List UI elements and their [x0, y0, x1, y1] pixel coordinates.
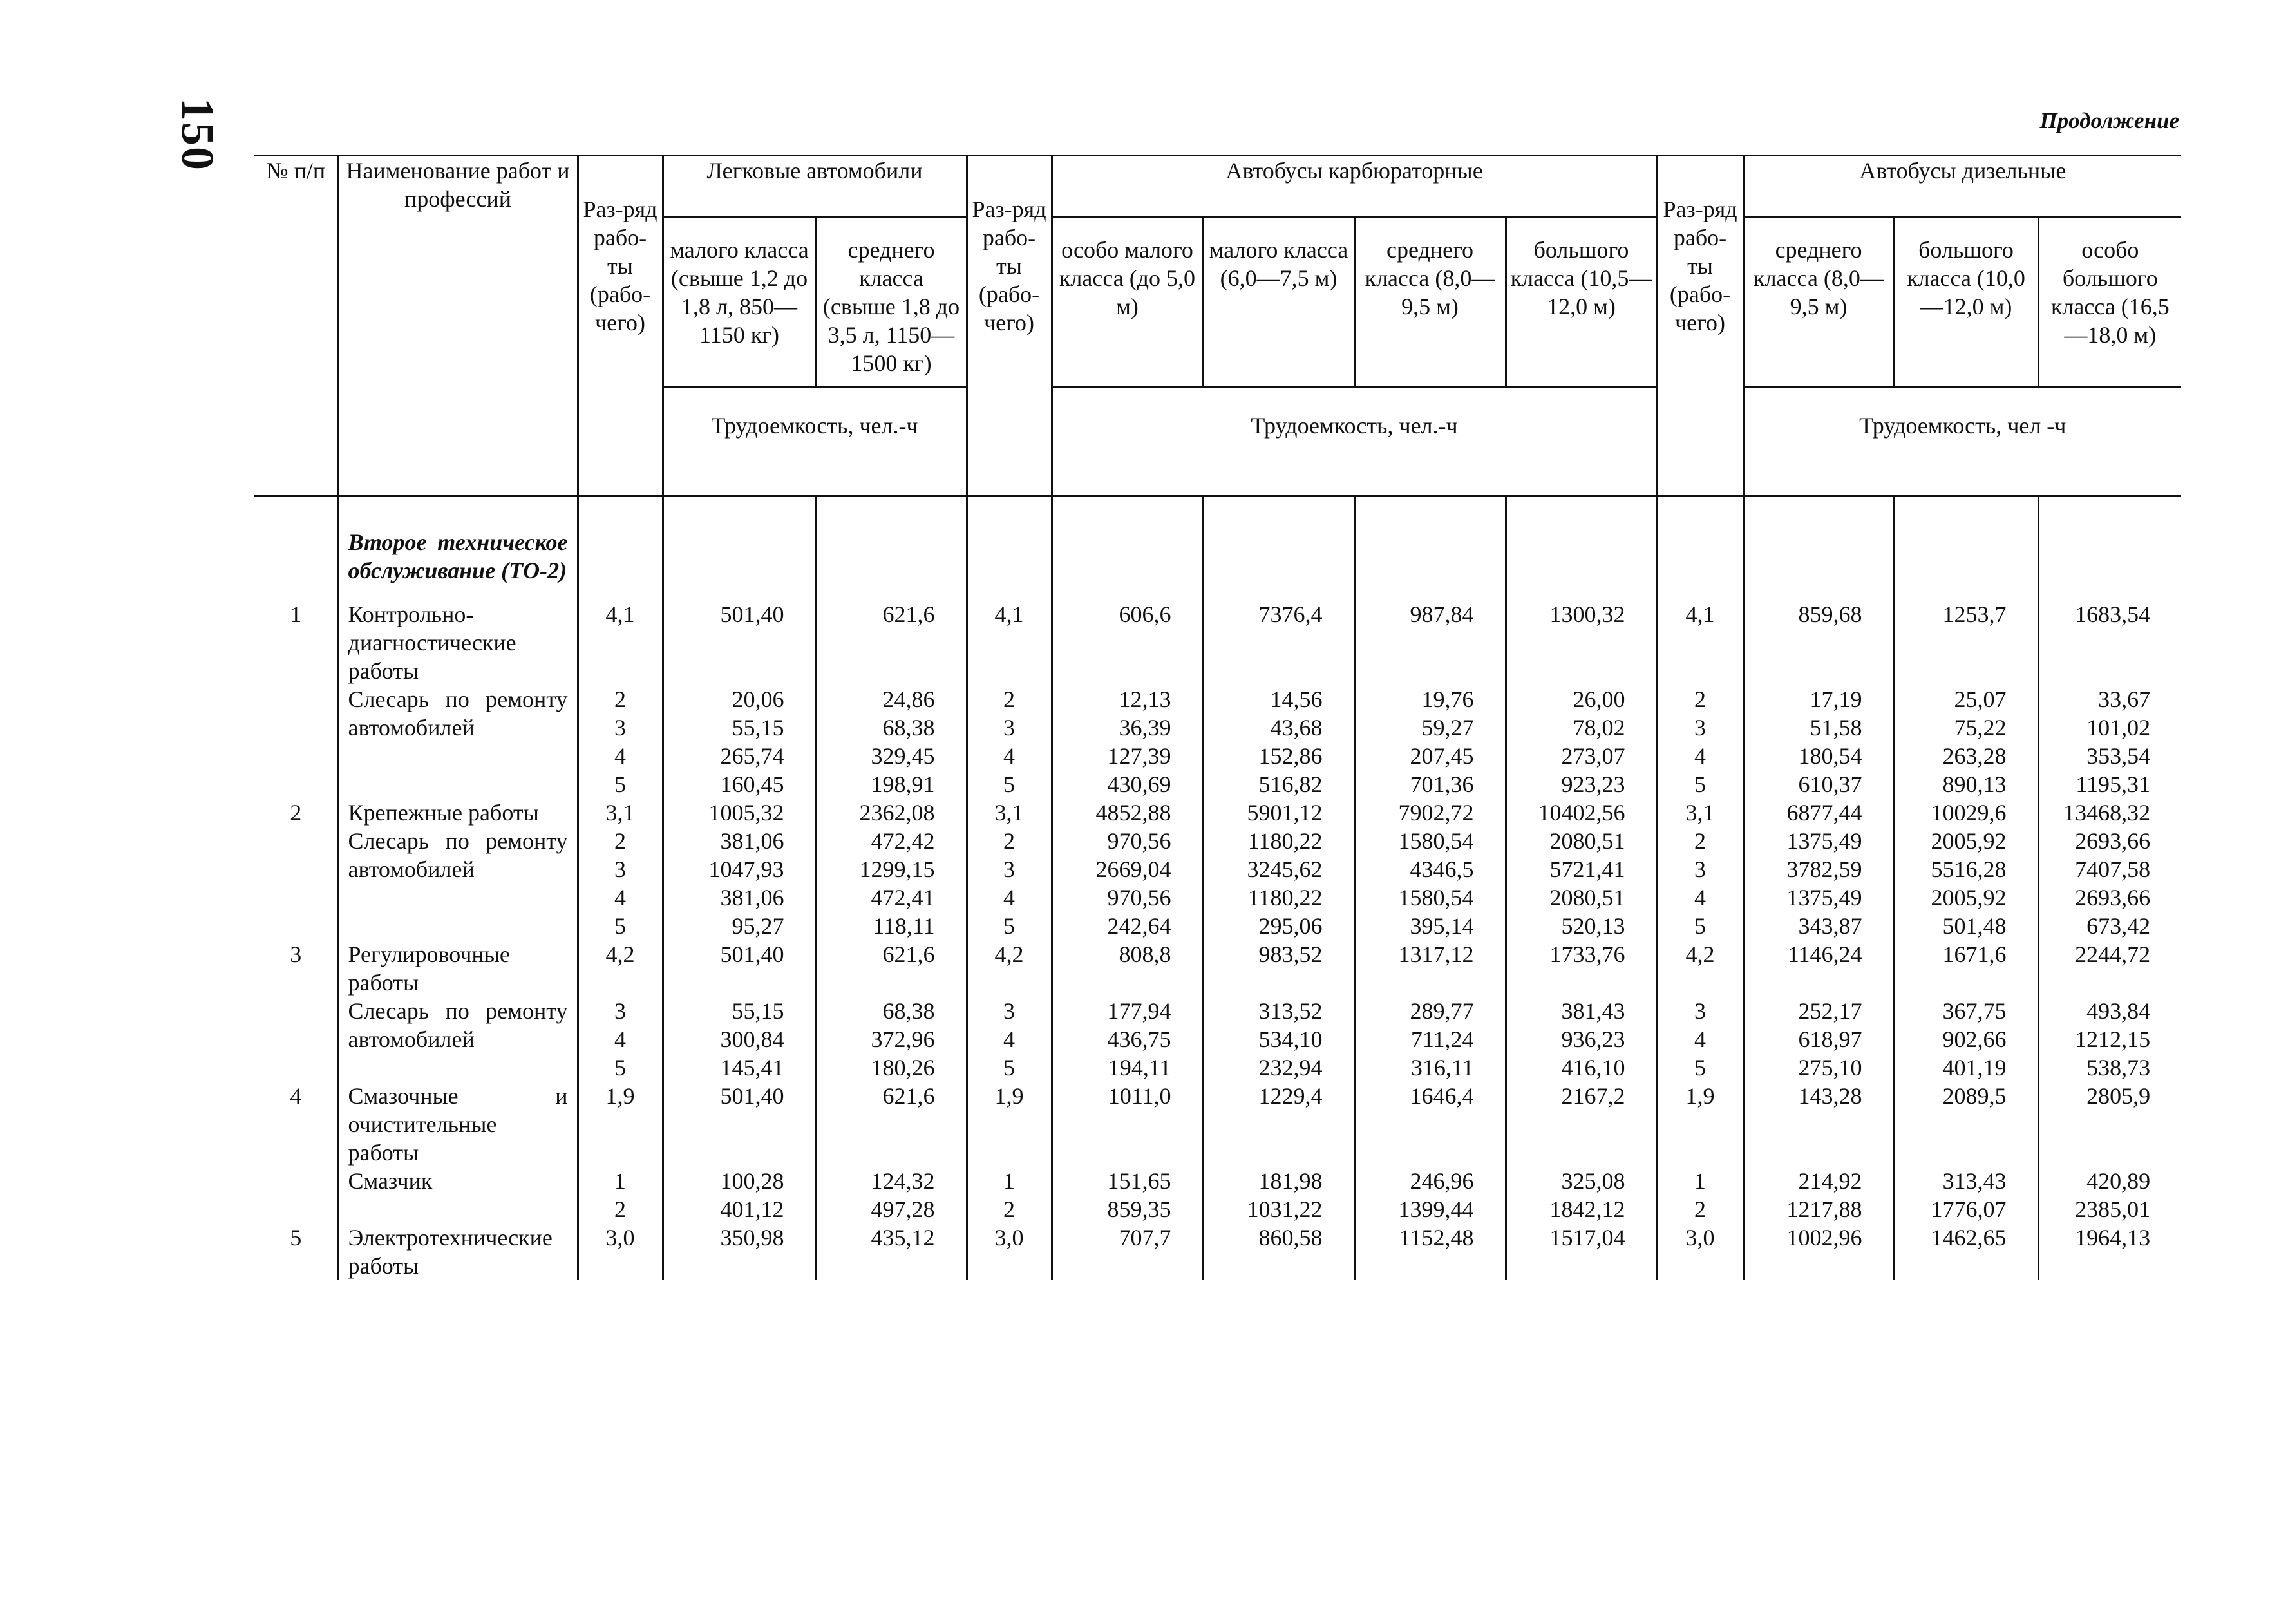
bd-large-value: 2005,92 5516,28 2005,92 501,48	[1894, 827, 2038, 940]
bc-small-value: 983,52	[1203, 940, 1354, 997]
rank-2: 1 2	[967, 1167, 1052, 1223]
header-rank-2: Раз-ряд рабо-ты (рабо-чего)	[967, 156, 1052, 496]
bc-xsmall-value: 12,13 36,39 127,39 430,69	[1052, 685, 1203, 798]
cars-medium-value: 621,6	[816, 600, 967, 685]
bd-large-value: 1462,65	[1894, 1223, 2038, 1280]
bd-large-value: 367,75 902,66 401,19	[1894, 997, 2038, 1082]
row-num: 3	[290, 941, 302, 967]
bc-large-value: 10402,56	[1506, 798, 1657, 827]
header-rank-3: Раз-ряд рабо-ты (рабо-чего)	[1657, 156, 1743, 496]
rank-3: 3,0	[1657, 1223, 1743, 1280]
bc-xsmall-value: 808,8	[1052, 940, 1203, 997]
rank-1: 1 2	[578, 1167, 663, 1223]
header-bus-carb: Автобусы карбюраторные	[1052, 156, 1657, 217]
header-bus-diesel: Автобусы дизельные	[1743, 156, 2181, 217]
row-num: 2	[290, 800, 302, 826]
bc-large-value: 325,08 1842,12	[1506, 1167, 1657, 1223]
header-rank-1: Раз-ряд рабо-ты (рабо-чего)	[578, 156, 663, 496]
row-num	[254, 685, 338, 798]
table-row	[254, 827, 2181, 940]
table-row	[254, 1167, 2181, 1223]
bc-small-value: 860,58	[1203, 1223, 1354, 1280]
row-num	[254, 1167, 338, 1223]
bc-small-value: 7376,4	[1203, 600, 1354, 685]
bd-xlarge-value: 2693,66 7407,58 2693,66 673,42	[2038, 827, 2181, 940]
header-num: № п/п	[254, 156, 338, 496]
bc-large-value: 1517,04	[1506, 1223, 1657, 1280]
row-name: Слесарь по ремонту автомобилей	[338, 685, 578, 798]
cars-small-value: 1005,32	[663, 798, 816, 827]
bc-small-value: 14,56 43,68 152,86 516,82	[1203, 685, 1354, 798]
bc-medium-value: 1646,4	[1354, 1082, 1506, 1167]
rank-1: 4,2	[578, 940, 663, 997]
rank-3: 3 4 5	[1657, 997, 1743, 1082]
bc-medium-value: 289,77 711,24 316,11	[1354, 997, 1506, 1082]
bd-large-value: 1253,7	[1894, 600, 2038, 685]
rank-2: 2 3 4 5	[967, 685, 1052, 798]
cars-medium-value: 472,42 1299,15 472,41 118,11	[816, 827, 967, 940]
header-cars-small: малого класса (свыше 1,2 до 1,8 л, 850—1150 кг)	[663, 217, 816, 388]
row-name: Слесарь по ремонту автомобилей	[338, 997, 578, 1082]
cars-medium-value: 621,6	[816, 940, 967, 997]
rank-1: 3,0	[578, 1223, 663, 1280]
bc-medium-value: 1317,12	[1354, 940, 1506, 997]
bc-large-value: 1300,32	[1506, 600, 1657, 685]
header-bc-xsmall: особо малого класса (до 5,0 м)	[1052, 217, 1203, 388]
bd-medium-value: 1002,96	[1743, 1223, 1894, 1280]
bd-xlarge-value: 1964,13	[2038, 1223, 2181, 1280]
bd-medium-value: 214,92 1217,88	[1743, 1167, 1894, 1223]
bd-medium-value: 1375,49 3782,59 1375,49 343,87	[1743, 827, 1894, 940]
cars-medium-value: 621,6	[816, 1082, 967, 1167]
bc-large-value: 381,43 936,23 416,10	[1506, 997, 1657, 1082]
row-num: 5	[290, 1225, 302, 1251]
header-bd-large: большого класса (10,0—12,0 м)	[1894, 217, 2038, 388]
bd-xlarge-value: 420,89 2385,01	[2038, 1167, 2181, 1223]
row-name: Крепежные работы	[338, 798, 578, 827]
rank-3: 2 3 4 5	[1657, 827, 1743, 940]
bd-xlarge-value: 493,84 1212,15 538,73	[2038, 997, 2181, 1082]
bc-medium-value: 1580,54 4346,5 1580,54 395,14	[1354, 827, 1506, 940]
rank-3: 1,9	[1657, 1082, 1743, 1167]
bc-xsmall-value: 177,94 436,75 194,11	[1052, 997, 1203, 1082]
header-cars-labor: Трудоемкость, чел.-ч	[663, 388, 967, 496]
cars-small-value: 55,15 300,84 145,41	[663, 997, 816, 1082]
bc-small-value: 5901,12	[1203, 798, 1354, 827]
bd-large-value: 25,07 75,22 263,28 890,13	[1894, 685, 2038, 798]
table-row	[254, 600, 2181, 685]
rank-1: 3,1	[578, 798, 663, 827]
rank-3: 2 3 4 5	[1657, 685, 1743, 798]
bc-small-value: 181,98 1031,22	[1203, 1167, 1354, 1223]
bc-medium-value: 246,96 1399,44	[1354, 1167, 1506, 1223]
header-bd-xlarge: особо большого класса (16,5—18,0 м)	[2038, 217, 2181, 388]
bd-large-value: 1671,6	[1894, 940, 2038, 997]
row-num: 4	[290, 1083, 302, 1109]
rank-2: 2 3 4 5	[967, 827, 1052, 940]
bc-small-value: 1229,4	[1203, 1082, 1354, 1167]
header-bd-medium: среднего класса (8,0—9,5 м)	[1743, 217, 1894, 388]
table-row	[254, 997, 2181, 1082]
cars-small-value: 501,40	[663, 940, 816, 997]
bc-large-value: 2080,51 5721,41 2080,51 520,13	[1506, 827, 1657, 940]
bd-large-value: 10029,6	[1894, 798, 2038, 827]
bd-medium-value: 859,68	[1743, 600, 1894, 685]
bd-xlarge-value: 2244,72	[2038, 940, 2181, 997]
bc-small-value: 1180,22 3245,62 1180,22 295,06	[1203, 827, 1354, 940]
bd-large-value: 313,43 1776,07	[1894, 1167, 2038, 1223]
bd-medium-value: 17,19 51,58 180,54 610,37	[1743, 685, 1894, 798]
row-num: 1	[290, 601, 302, 627]
rank-3: 4,1	[1657, 600, 1743, 685]
cars-medium-value: 68,38 372,96 180,26	[816, 997, 967, 1082]
page-number: 150	[172, 98, 223, 171]
bc-medium-value: 7902,72	[1354, 798, 1506, 827]
row-num	[254, 997, 338, 1082]
labor-table	[254, 155, 2181, 1280]
bc-xsmall-value: 707,7	[1052, 1223, 1203, 1280]
bc-xsmall-value: 606,6	[1052, 600, 1203, 685]
row-num	[254, 827, 338, 940]
header-bc-large: большого класса (10,5—12,0 м)	[1506, 217, 1657, 388]
bc-xsmall-value: 970,56 2669,04 970,56 242,64	[1052, 827, 1203, 940]
rank-1: 2 3 4 5	[578, 685, 663, 798]
bc-large-value: 1733,76	[1506, 940, 1657, 997]
bc-small-value: 313,52 534,10 232,94	[1203, 997, 1354, 1082]
rank-3: 4,2	[1657, 940, 1743, 997]
cars-medium-value: 124,32 497,28	[816, 1167, 967, 1223]
cars-small-value: 501,40	[663, 1082, 816, 1167]
cars-medium-value: 435,12	[816, 1223, 967, 1280]
table-body	[254, 496, 2181, 1281]
header-cars: Легковые автомобили	[663, 156, 967, 217]
continuation-label: Продолжение	[2039, 108, 2179, 133]
cars-medium-value: 24,86 68,38 329,45 198,91	[816, 685, 967, 798]
cars-small-value: 350,98	[663, 1223, 816, 1280]
bc-medium-value: 987,84	[1354, 600, 1506, 685]
rank-1: 1,9	[578, 1082, 663, 1167]
rank-2: 4,1	[967, 600, 1052, 685]
cars-small-value: 100,28 401,12	[663, 1167, 816, 1223]
header-bc-small: малого класса (6,0—7,5 м)	[1203, 217, 1354, 388]
bd-xlarge-value: 2805,9	[2038, 1082, 2181, 1167]
rank-2: 4,2	[967, 940, 1052, 997]
table-row	[254, 685, 2181, 798]
row-name: Контрольно-диагностические работы	[338, 600, 578, 685]
rank-3: 1 2	[1657, 1167, 1743, 1223]
bd-medium-value: 1146,24	[1743, 940, 1894, 997]
bc-medium-value: 19,76 59,27 207,45 701,36	[1354, 685, 1506, 798]
bd-medium-value: 143,28	[1743, 1082, 1894, 1167]
bd-medium-value: 252,17 618,97 275,10	[1743, 997, 1894, 1082]
rank-3: 3,1	[1657, 798, 1743, 827]
section-title: Второе техническое обслуживание (ТО-2)	[338, 528, 578, 600]
cars-medium-value: 2362,08	[816, 798, 967, 827]
row-name: Смазочные и очистительные работы	[338, 1082, 578, 1167]
row-name: Электротехнические работы	[338, 1223, 578, 1280]
table-row	[254, 1082, 2181, 1167]
rank-1: 4,1	[578, 600, 663, 685]
header-bd-labor: Трудоемкость, чел -ч	[1743, 388, 2181, 496]
rank-2: 3 4 5	[967, 997, 1052, 1082]
bd-xlarge-value: 1683,54	[2038, 600, 2181, 685]
row-name: Слесарь по ремонту автомобилей	[338, 827, 578, 940]
cars-small-value: 20,06 55,15 265,74 160,45	[663, 685, 816, 798]
rank-2: 1,9	[967, 1082, 1052, 1167]
rank-2: 3,0	[967, 1223, 1052, 1280]
table-row	[254, 798, 2181, 827]
row-name: Смазчик	[338, 1167, 578, 1223]
bd-xlarge-value: 13468,32	[2038, 798, 2181, 827]
rank-2: 3,1	[967, 798, 1052, 827]
table-row	[254, 1223, 2181, 1280]
rank-1: 3 4 5	[578, 997, 663, 1082]
bc-large-value: 26,00 78,02 273,07 923,23	[1506, 685, 1657, 798]
table-row	[254, 940, 2181, 997]
header-bc-labor: Трудоемкость, чел.-ч	[1052, 388, 1657, 496]
header-bc-medium: среднего класса (8,0—9,5 м)	[1354, 217, 1506, 388]
cars-small-value: 381,06 1047,93 381,06 95,27	[663, 827, 816, 940]
bd-xlarge-value: 33,67 101,02 353,54 1195,31	[2038, 685, 2181, 798]
bd-medium-value: 6877,44	[1743, 798, 1894, 827]
bc-xsmall-value: 1011,0	[1052, 1082, 1203, 1167]
bc-xsmall-value: 151,65 859,35	[1052, 1167, 1203, 1223]
header-cars-medium: среднего класса (свыше 1,8 до 3,5 л, 1150—1500 кг)	[816, 217, 967, 388]
row-name: Регулировочные работы	[338, 940, 578, 997]
bc-medium-value: 1152,48	[1354, 1223, 1506, 1280]
rank-1: 2 3 4 5	[578, 827, 663, 940]
bd-large-value: 2089,5	[1894, 1082, 2038, 1167]
bc-large-value: 2167,2	[1506, 1082, 1657, 1167]
bc-xsmall-value: 4852,88	[1052, 798, 1203, 827]
header-name: Наименование работ и профессий	[338, 156, 578, 496]
cars-small-value: 501,40	[663, 600, 816, 685]
